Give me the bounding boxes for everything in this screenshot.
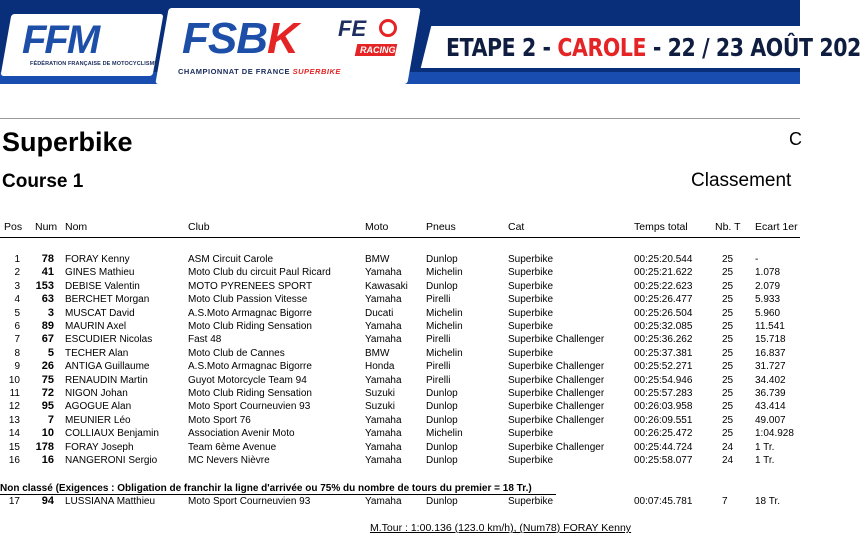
table-row bbox=[0, 427, 800, 440]
cell-ecart: 1 Tr. bbox=[755, 441, 775, 453]
cell-cat: Superbike bbox=[508, 496, 554, 507]
cell-pneus: Michelin bbox=[426, 321, 463, 332]
cell-nbt: 25 bbox=[722, 401, 734, 413]
cell-ecart: 1.078 bbox=[755, 267, 781, 279]
header-divider bbox=[0, 118, 800, 119]
cell-temps: 00:25:26.504 bbox=[634, 307, 693, 319]
table-row bbox=[0, 253, 800, 266]
col-num: Num bbox=[35, 221, 58, 233]
cell-nom: LUSSIANA Matthieu bbox=[65, 496, 156, 507]
cell-temps: 00:25:21.622 bbox=[634, 267, 693, 279]
cell-ecart: 36.739 bbox=[755, 388, 786, 399]
cell-nbt: 25 bbox=[722, 280, 734, 292]
etape-part-c: - 22 / 23 AOÛT 202 bbox=[646, 33, 861, 62]
cell-pneus: Pirelli bbox=[426, 334, 451, 346]
etape-part-a: ETAPE 2 - bbox=[446, 33, 558, 62]
cell-club: Association Avenir Moto bbox=[188, 428, 295, 440]
cell-club: Fast 48 bbox=[188, 334, 222, 346]
fsbk-logo bbox=[182, 14, 298, 64]
fsbk-logo-part-b: K bbox=[267, 14, 298, 63]
cell-pos: 10 bbox=[8, 374, 20, 386]
cell-nbt: 25 bbox=[722, 347, 734, 359]
page-title: Superbike bbox=[2, 127, 133, 157]
cell-ecart: 31.727 bbox=[755, 361, 786, 373]
fe-ring-icon bbox=[379, 19, 397, 37]
cell-pos: 12 bbox=[8, 401, 20, 413]
col-cat: Cat bbox=[508, 221, 525, 233]
cell-moto: Yamaha bbox=[365, 321, 402, 332]
cell-club: Moto Club Riding Sensation bbox=[188, 388, 312, 399]
cell-cat: Superbike Challenger bbox=[508, 361, 605, 373]
cell-pos: 15 bbox=[8, 441, 20, 453]
cell-moto: BMW bbox=[365, 254, 390, 265]
cell-nom: NANGERONI Sergio bbox=[65, 455, 158, 466]
cell-pos: 6 bbox=[14, 321, 20, 332]
cell-club: A.S.Moto Armagnac Bigorre bbox=[188, 361, 312, 373]
cell-nbt: 25 bbox=[722, 428, 734, 440]
cell-num: 41 bbox=[41, 266, 54, 279]
cell-moto: Yamaha bbox=[365, 414, 402, 426]
col-club: Club bbox=[188, 221, 210, 233]
table-row bbox=[0, 266, 800, 279]
cell-temps: 00:07:45.781 bbox=[634, 496, 693, 507]
cell-temps: 00:25:20.544 bbox=[634, 254, 693, 265]
cell-temps: 00:25:22.623 bbox=[634, 280, 693, 292]
cell-pneus: Dunlop bbox=[426, 388, 458, 399]
cell-club: Moto Sport 76 bbox=[188, 414, 251, 426]
table-row bbox=[0, 307, 800, 320]
cell-club: Moto Club du circuit Paul Ricard bbox=[188, 267, 331, 279]
cell-ecart: 49.007 bbox=[755, 414, 786, 426]
cell-cat: Superbike Challenger bbox=[508, 334, 605, 346]
cell-pneus: Michelin bbox=[426, 307, 463, 319]
cell-cat: Superbike Challenger bbox=[508, 441, 605, 453]
cell-ecart: 11.541 bbox=[755, 321, 785, 332]
cell-pneus: Dunlop bbox=[426, 280, 458, 292]
cell-nbt: 25 bbox=[722, 374, 734, 386]
fsbk-logo-part-a: FSB bbox=[182, 14, 267, 63]
col-nom: Nom bbox=[65, 221, 88, 233]
cell-cat: Superbike Challenger bbox=[508, 374, 605, 386]
cell-nbt: 25 bbox=[722, 361, 734, 373]
cell-cat: Superbike bbox=[508, 294, 554, 306]
cell-pneus: Michelin bbox=[426, 347, 463, 359]
cell-temps: 00:26:03.958 bbox=[634, 401, 693, 413]
table-row bbox=[0, 320, 800, 333]
cell-pneus: Michelin bbox=[426, 428, 463, 440]
cell-moto: Yamaha bbox=[365, 267, 402, 279]
cell-club: Moto Club de Cannes bbox=[188, 347, 285, 359]
cell-pos: 16 bbox=[8, 455, 20, 466]
table-row bbox=[0, 374, 800, 387]
cell-nom: COLLIAUX Benjamin bbox=[65, 428, 159, 440]
cell-nom: GINES Mathieu bbox=[65, 267, 135, 279]
cell-cat: Superbike bbox=[508, 321, 554, 332]
cell-pos: 2 bbox=[14, 267, 20, 279]
cell-temps: 00:25:57.283 bbox=[634, 388, 693, 399]
cell-moto: Suzuki bbox=[365, 388, 396, 399]
cell-nbt: 24 bbox=[722, 455, 734, 466]
table-row bbox=[0, 347, 800, 360]
cell-pneus: Dunlop bbox=[426, 441, 458, 453]
cell-cat: Superbike Challenger bbox=[508, 414, 605, 426]
col-nbt: Nb. T bbox=[715, 221, 741, 233]
cell-ecart: 43.414 bbox=[755, 401, 786, 413]
cell-num: 78 bbox=[41, 253, 54, 265]
cell-moto: Yamaha bbox=[365, 428, 402, 440]
cell-pos: 9 bbox=[14, 361, 20, 373]
cell-moto: Honda bbox=[365, 361, 395, 373]
table-row bbox=[0, 414, 800, 427]
cell-moto: Yamaha bbox=[365, 441, 402, 453]
cell-pos: 1 bbox=[14, 254, 20, 265]
table-row bbox=[0, 333, 800, 346]
cell-num: 67 bbox=[41, 333, 54, 346]
cell-ecart: 1:04.928 bbox=[755, 428, 794, 440]
cell-pneus: Pirelli bbox=[426, 374, 451, 386]
classement-title: Classement bbox=[691, 170, 792, 191]
cell-pos: 13 bbox=[8, 414, 20, 426]
cell-temps: 00:25:44.724 bbox=[634, 441, 693, 453]
table-row bbox=[0, 495, 800, 508]
ffm-logo: FFM bbox=[22, 18, 99, 62]
cell-num: 10 bbox=[41, 427, 54, 440]
racing-label: RACING bbox=[360, 45, 396, 55]
table-row bbox=[0, 387, 800, 400]
cell-moto: Kawasaki bbox=[365, 280, 408, 292]
table-header-divider bbox=[0, 237, 800, 238]
cell-club: Moto Sport Courneuvien 93 bbox=[188, 496, 311, 507]
cell-nbt: 25 bbox=[722, 334, 734, 346]
cell-pos: 8 bbox=[14, 347, 20, 359]
cell-temps: 00:26:09.551 bbox=[634, 414, 693, 426]
cell-nbt: 25 bbox=[722, 388, 734, 399]
cell-nom: MAURIN Axel bbox=[65, 321, 127, 332]
cell-ecart: 15.718 bbox=[755, 334, 786, 346]
cell-temps: 00:25:58.077 bbox=[634, 455, 693, 466]
cell-moto: Yamaha bbox=[365, 334, 402, 346]
banner-bottom bbox=[0, 84, 800, 100]
cell-temps: 00:25:52.271 bbox=[634, 361, 693, 373]
cell-nbt: 24 bbox=[722, 441, 734, 453]
cell-num: 89 bbox=[41, 320, 54, 332]
cell-nom: BERCHET Morgan bbox=[65, 294, 150, 306]
cell-club: A.S.Moto Armagnac Bigorre bbox=[188, 307, 312, 319]
cell-num: 95 bbox=[41, 400, 54, 413]
cell-temps: 00:26:25.472 bbox=[634, 428, 693, 440]
cell-nbt: 25 bbox=[722, 294, 734, 306]
cell-nom: MUSCAT David bbox=[65, 307, 135, 319]
table-header bbox=[0, 221, 800, 235]
header-banner bbox=[0, 0, 861, 100]
cell-club: Moto Sport Courneuvien 93 bbox=[188, 401, 311, 413]
table-row bbox=[0, 360, 800, 373]
col-moto: Moto bbox=[365, 221, 389, 233]
cell-num: 26 bbox=[41, 360, 54, 373]
cell-temps: 00:25:54.946 bbox=[634, 374, 693, 386]
cell-pneus: Dunlop bbox=[426, 254, 458, 265]
cell-num: 3 bbox=[47, 306, 54, 319]
cell-ecart: - bbox=[755, 254, 759, 265]
col-pneus: Pneus bbox=[426, 221, 456, 233]
cell-pos: 3 bbox=[14, 280, 20, 292]
cell-pneus: Pirelli bbox=[426, 361, 451, 373]
cell-nom: DEBISE Valentin bbox=[65, 280, 140, 292]
cell-moto: Ducati bbox=[365, 307, 394, 319]
cell-moto: Yamaha bbox=[365, 455, 402, 466]
cell-nom: ANTIGA Guillaume bbox=[65, 361, 150, 373]
cell-cat: Superbike bbox=[508, 455, 554, 466]
cell-temps: 00:25:32.085 bbox=[634, 321, 693, 332]
cell-cat: Superbike bbox=[508, 347, 554, 359]
table-row bbox=[0, 400, 800, 413]
cell-pneus: Dunlop bbox=[426, 414, 458, 426]
cell-num: 7 bbox=[47, 413, 54, 426]
cell-num: 63 bbox=[41, 293, 54, 306]
cell-ecart: 34.402 bbox=[755, 374, 786, 386]
cell-nbt: 25 bbox=[722, 414, 734, 426]
cell-ecart: 18 Tr. bbox=[755, 496, 781, 507]
cell-pneus: Dunlop bbox=[426, 496, 458, 507]
cell-ecart: 2.079 bbox=[755, 280, 781, 292]
cell-moto: Suzuki bbox=[365, 401, 396, 413]
cell-nbt: 25 bbox=[722, 254, 734, 265]
cell-ecart: 5.960 bbox=[755, 307, 781, 319]
cell-nbt: 7 bbox=[722, 496, 728, 507]
cell-cat: Superbike bbox=[508, 267, 554, 279]
table-row bbox=[0, 280, 800, 293]
cell-nbt: 25 bbox=[722, 267, 734, 279]
cell-num: 16 bbox=[41, 454, 54, 466]
cell-cat: Superbike Challenger bbox=[508, 401, 605, 413]
cell-num: 75 bbox=[41, 373, 54, 386]
cell-club: MC Nevers Nièvre bbox=[188, 455, 270, 466]
cell-club: Guyot Motorcycle Team 94 bbox=[188, 374, 307, 386]
col-pos: Pos bbox=[4, 221, 23, 233]
cell-ecart: 16.837 bbox=[755, 347, 786, 359]
cell-pos: 4 bbox=[14, 294, 20, 306]
cell-num: 94 bbox=[41, 495, 54, 507]
col-ecart: Ecart 1er bbox=[755, 221, 798, 233]
cell-pos: 17 bbox=[8, 496, 20, 507]
cell-pneus: Pirelli bbox=[426, 294, 451, 306]
cell-nom: RENAUDIN Martin bbox=[65, 374, 148, 386]
table-row bbox=[0, 454, 800, 467]
ffm-subtitle: FÉDÉRATION FRANÇAISE DE MOTOCYCLISME bbox=[30, 61, 159, 67]
cell-ecart: 1 Tr. bbox=[755, 455, 775, 466]
championship-label bbox=[178, 67, 341, 76]
non-classe-note: Non classé (Exigences : Obligation de franchir la ligne d'arrivée ou 75% du nombre de tours du premier = 18 Tr.) bbox=[0, 483, 532, 494]
cell-pneus: Dunlop bbox=[426, 455, 458, 466]
cell-temps: 00:25:37.381 bbox=[634, 347, 693, 359]
cell-temps: 00:25:36.262 bbox=[634, 334, 693, 346]
best-lap-note: M.Tour : 1:00.136 (123.0 km/h), (Num78) FORAY Kenny bbox=[370, 522, 632, 534]
cell-pos: 5 bbox=[14, 307, 20, 319]
cell-nom: MEUNIER Léo bbox=[65, 414, 131, 426]
etape-title bbox=[446, 33, 861, 62]
cell-nom: TECHER Alan bbox=[65, 347, 129, 359]
championship-part-b: SUPERBIKE bbox=[292, 67, 341, 76]
col-temps: Temps total bbox=[634, 221, 688, 233]
cell-num: 178 bbox=[35, 440, 54, 453]
cell-club: Team 6ème Avenue bbox=[188, 441, 277, 453]
cell-nom: ESCUDIER Nicolas bbox=[65, 334, 153, 346]
cell-club: ASM Circuit Carole bbox=[188, 254, 274, 265]
cell-num: 5 bbox=[47, 346, 54, 359]
cell-moto: BMW bbox=[365, 347, 390, 359]
cell-cat: Superbike Challenger bbox=[508, 388, 605, 399]
cell-cat: Superbike bbox=[508, 307, 554, 319]
cell-moto: Yamaha bbox=[365, 374, 402, 386]
table-row bbox=[0, 293, 800, 306]
cell-nom: AGOGUE Alan bbox=[65, 401, 132, 413]
cell-nbt: 25 bbox=[722, 321, 734, 332]
cell-pos: 11 bbox=[9, 388, 20, 399]
cell-nom: FORAY Joseph bbox=[65, 441, 134, 453]
cell-ecart: 5.933 bbox=[755, 294, 781, 306]
cell-club: Moto Club Passion Vitesse bbox=[188, 294, 308, 306]
cell-pos: 14 bbox=[8, 428, 20, 440]
cell-temps: 00:25:26.477 bbox=[634, 294, 693, 306]
etape-part-b: CAROLE bbox=[557, 33, 647, 62]
cell-pneus: Michelin bbox=[426, 267, 463, 279]
cell-pos: 7 bbox=[14, 334, 20, 346]
cell-cat: Superbike bbox=[508, 280, 554, 292]
cell-num: 153 bbox=[35, 279, 54, 292]
cell-num: 72 bbox=[41, 387, 54, 399]
table-row bbox=[0, 441, 800, 454]
cell-nbt: 25 bbox=[722, 307, 734, 319]
championship-part-a: CHAMPIONNAT DE FRANCE bbox=[178, 67, 293, 76]
cell-club: MOTO PYRENEES SPORT bbox=[188, 280, 313, 292]
cell-nom: FORAY Kenny bbox=[65, 254, 130, 265]
cell-nom: NIGON Johan bbox=[65, 388, 128, 399]
cell-moto: Yamaha bbox=[365, 496, 402, 507]
cell-pneus: Dunlop bbox=[426, 401, 458, 413]
course-title: Course 1 bbox=[2, 171, 84, 192]
cell-cat: Superbike bbox=[508, 428, 554, 440]
cell-club: Moto Club Riding Sensation bbox=[188, 321, 312, 332]
fe-logo: FE bbox=[338, 16, 367, 41]
cell-cat: Superbike bbox=[508, 254, 554, 265]
cell-moto: Yamaha bbox=[365, 294, 402, 306]
header-right-letter: C bbox=[789, 129, 802, 149]
